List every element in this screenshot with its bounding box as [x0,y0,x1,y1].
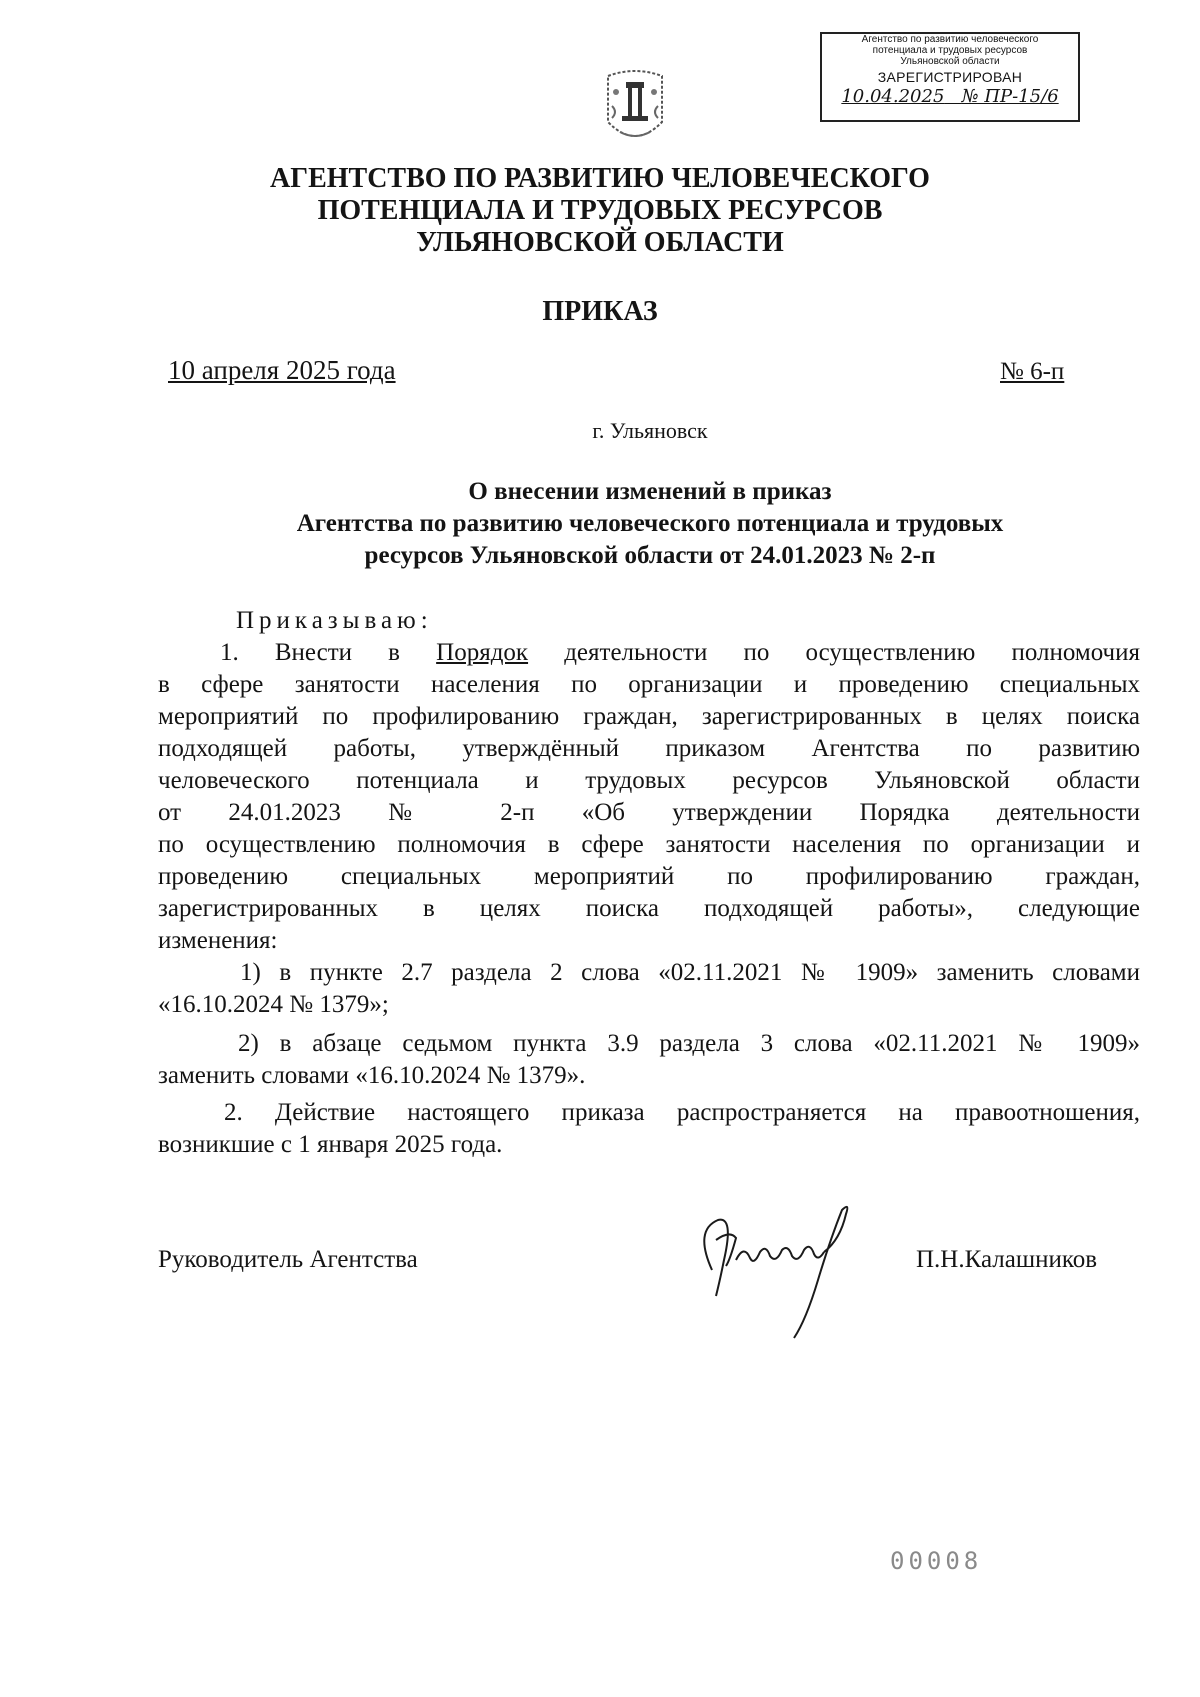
signatory-name: П.Н.Калашников [916,1246,1098,1273]
registration-stamp [820,32,1080,122]
stamp-status: ЗАРЕГИСТРИРОВАН [877,69,1023,85]
body-line: мероприятий по профилированию граждан, зарегистрированных в целях поиска [158,703,1140,730]
page-mark: 00008 [890,1547,983,1575]
document-number: № 6-п [1000,358,1065,385]
document-subject [0,476,1200,572]
stamp-org-line: потенциала и трудовых ресурсов [872,45,1028,56]
body-line: 2. Действие настоящего приказа распространяется на правоотношения, [224,1099,1140,1126]
body-line: подходящей работы, утверждённый приказом Агентства по развитию [158,735,1140,762]
item1-prefix: 1. Внести в [220,639,400,666]
subject-line: ресурсов Ульяновской области от 24.01.2023 № 2-п [364,542,936,569]
procedure-link[interactable]: Порядок [436,639,529,666]
body-line: по осуществлению полномочия в сфере занятости населения по организации и [158,831,1140,858]
subitem-1 [158,957,1140,1021]
body-line: возникшие с 1 января 2025 года. [158,1131,503,1158]
subitem-2 [158,1028,1140,1092]
document-city: г. Ульяновск [592,418,708,443]
stamp-org-line: Агентство по развитию человеческого [861,34,1039,45]
agency-line: УЛЬЯНОВСКОЙ ОБЛАСТИ [416,227,784,258]
agency-line: АГЕНТСТВО ПО РАЗВИТИЮ ЧЕЛОВЕЧЕСКОГО [270,163,930,194]
body-line: заменить словами «16.10.2024 № 1379». [158,1062,586,1089]
stamp-org-line: Ульяновской области [900,56,1000,67]
signatory-role: Руководитель Агентства [158,1246,418,1273]
stamp-reg-number: № ПР-15/6 [961,86,1059,107]
document-date: 10 апреля 2025 года [168,355,396,385]
body-line: изменения: [158,927,278,954]
stamp-reg-date: 10.04.2025 [841,86,945,107]
body-line: человеческого потенциала и трудовых ресурсов Ульяновской области [158,767,1140,794]
subject-line: О внесении изменений в приказ [468,478,832,505]
body-line: 2) в абзаце седьмом пункта 3.9 раздела 3 слова «02.11.2021 № 1909» [238,1030,1140,1057]
body-line: 1) в пункте 2.7 раздела 2 слова «02.11.2021 № 1909» заменить словами [240,959,1140,986]
body-line [158,637,1140,669]
subject-line: Агентства по развитию человеческого потенциала и трудовых [296,510,1004,537]
item1-continuation: деятельности по осуществлению полномочия [564,639,1141,666]
order-item-2 [158,1097,1140,1161]
order-item-1 [158,637,1140,957]
body-line: в сфере занятости населения по организации и проведению специальных [158,671,1140,698]
agency-name [0,163,1200,259]
agency-line: ПОТЕНЦИАЛА И ТРУДОВЫХ РЕСУРСОВ [317,195,883,226]
coat-of-arms-emblem [598,62,672,150]
body-line: зарегистрированных в целях поиска подходящей работы», следующие [158,895,1140,922]
body-line: «16.10.2024 № 1379»; [158,991,389,1018]
order-word: Приказываю: [236,607,433,634]
body-line: проведению специальных мероприятий по профилированию граждан, [158,863,1140,890]
document-type: ПРИКАЗ [542,296,658,327]
body-line: от 24.01.2023 № 2-п «Об утверждении Порядка деятельности [158,799,1140,826]
handwritten-signature [690,1200,900,1340]
